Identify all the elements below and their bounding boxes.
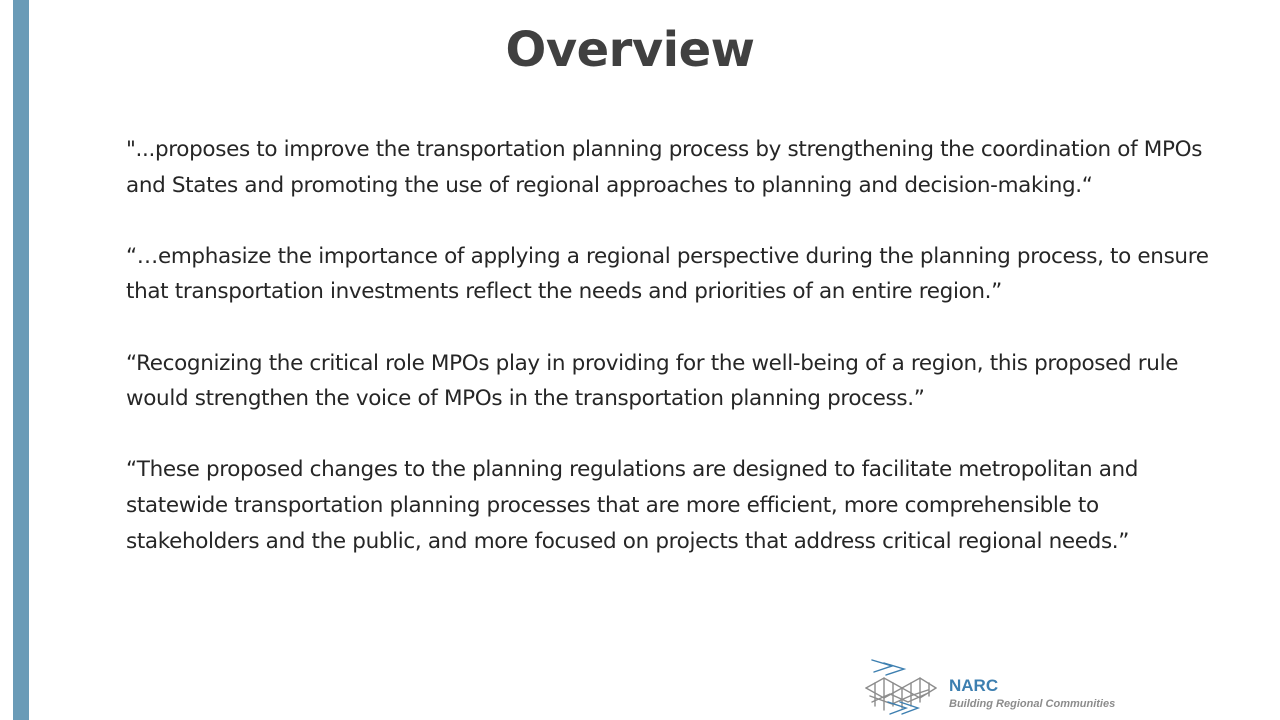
quote-3: “Recognizing the critical role MPOs play in providing for the well-being of a region, this proposed rule would strengthen the voice of MPOs in the transportation planning process.” <box>126 350 1179 412</box>
quote-1: "...proposes to improve the transportation planning process by strengthening the coordination of MPOs and States and promoting the use of regional approaches to planning and decision-making.“ <box>126 137 1203 198</box>
quote-4: “These proposed changes to the planning regulations are designed to facilitate metropolitan and statewide transportation planning processes that are more efficient, more comprehensible to stakeholders and the public, and more focused on projects that address critical regional needs.” <box>126 457 1139 554</box>
slide-body <box>126 132 1236 559</box>
narc-logo <box>862 658 1122 716</box>
quote-2: “…emphasize the importance of applying a regional perspective during the planning process, to ensure that transportation investments reflect the needs and priorities of an entire region.” <box>126 243 1209 305</box>
narc-network-icon <box>862 658 942 716</box>
slide-title: Overview <box>505 22 755 78</box>
accent-bar <box>13 0 29 720</box>
logo-tagline: Building Regional Communities <box>949 698 1116 710</box>
logo-name: NARC <box>949 676 999 695</box>
